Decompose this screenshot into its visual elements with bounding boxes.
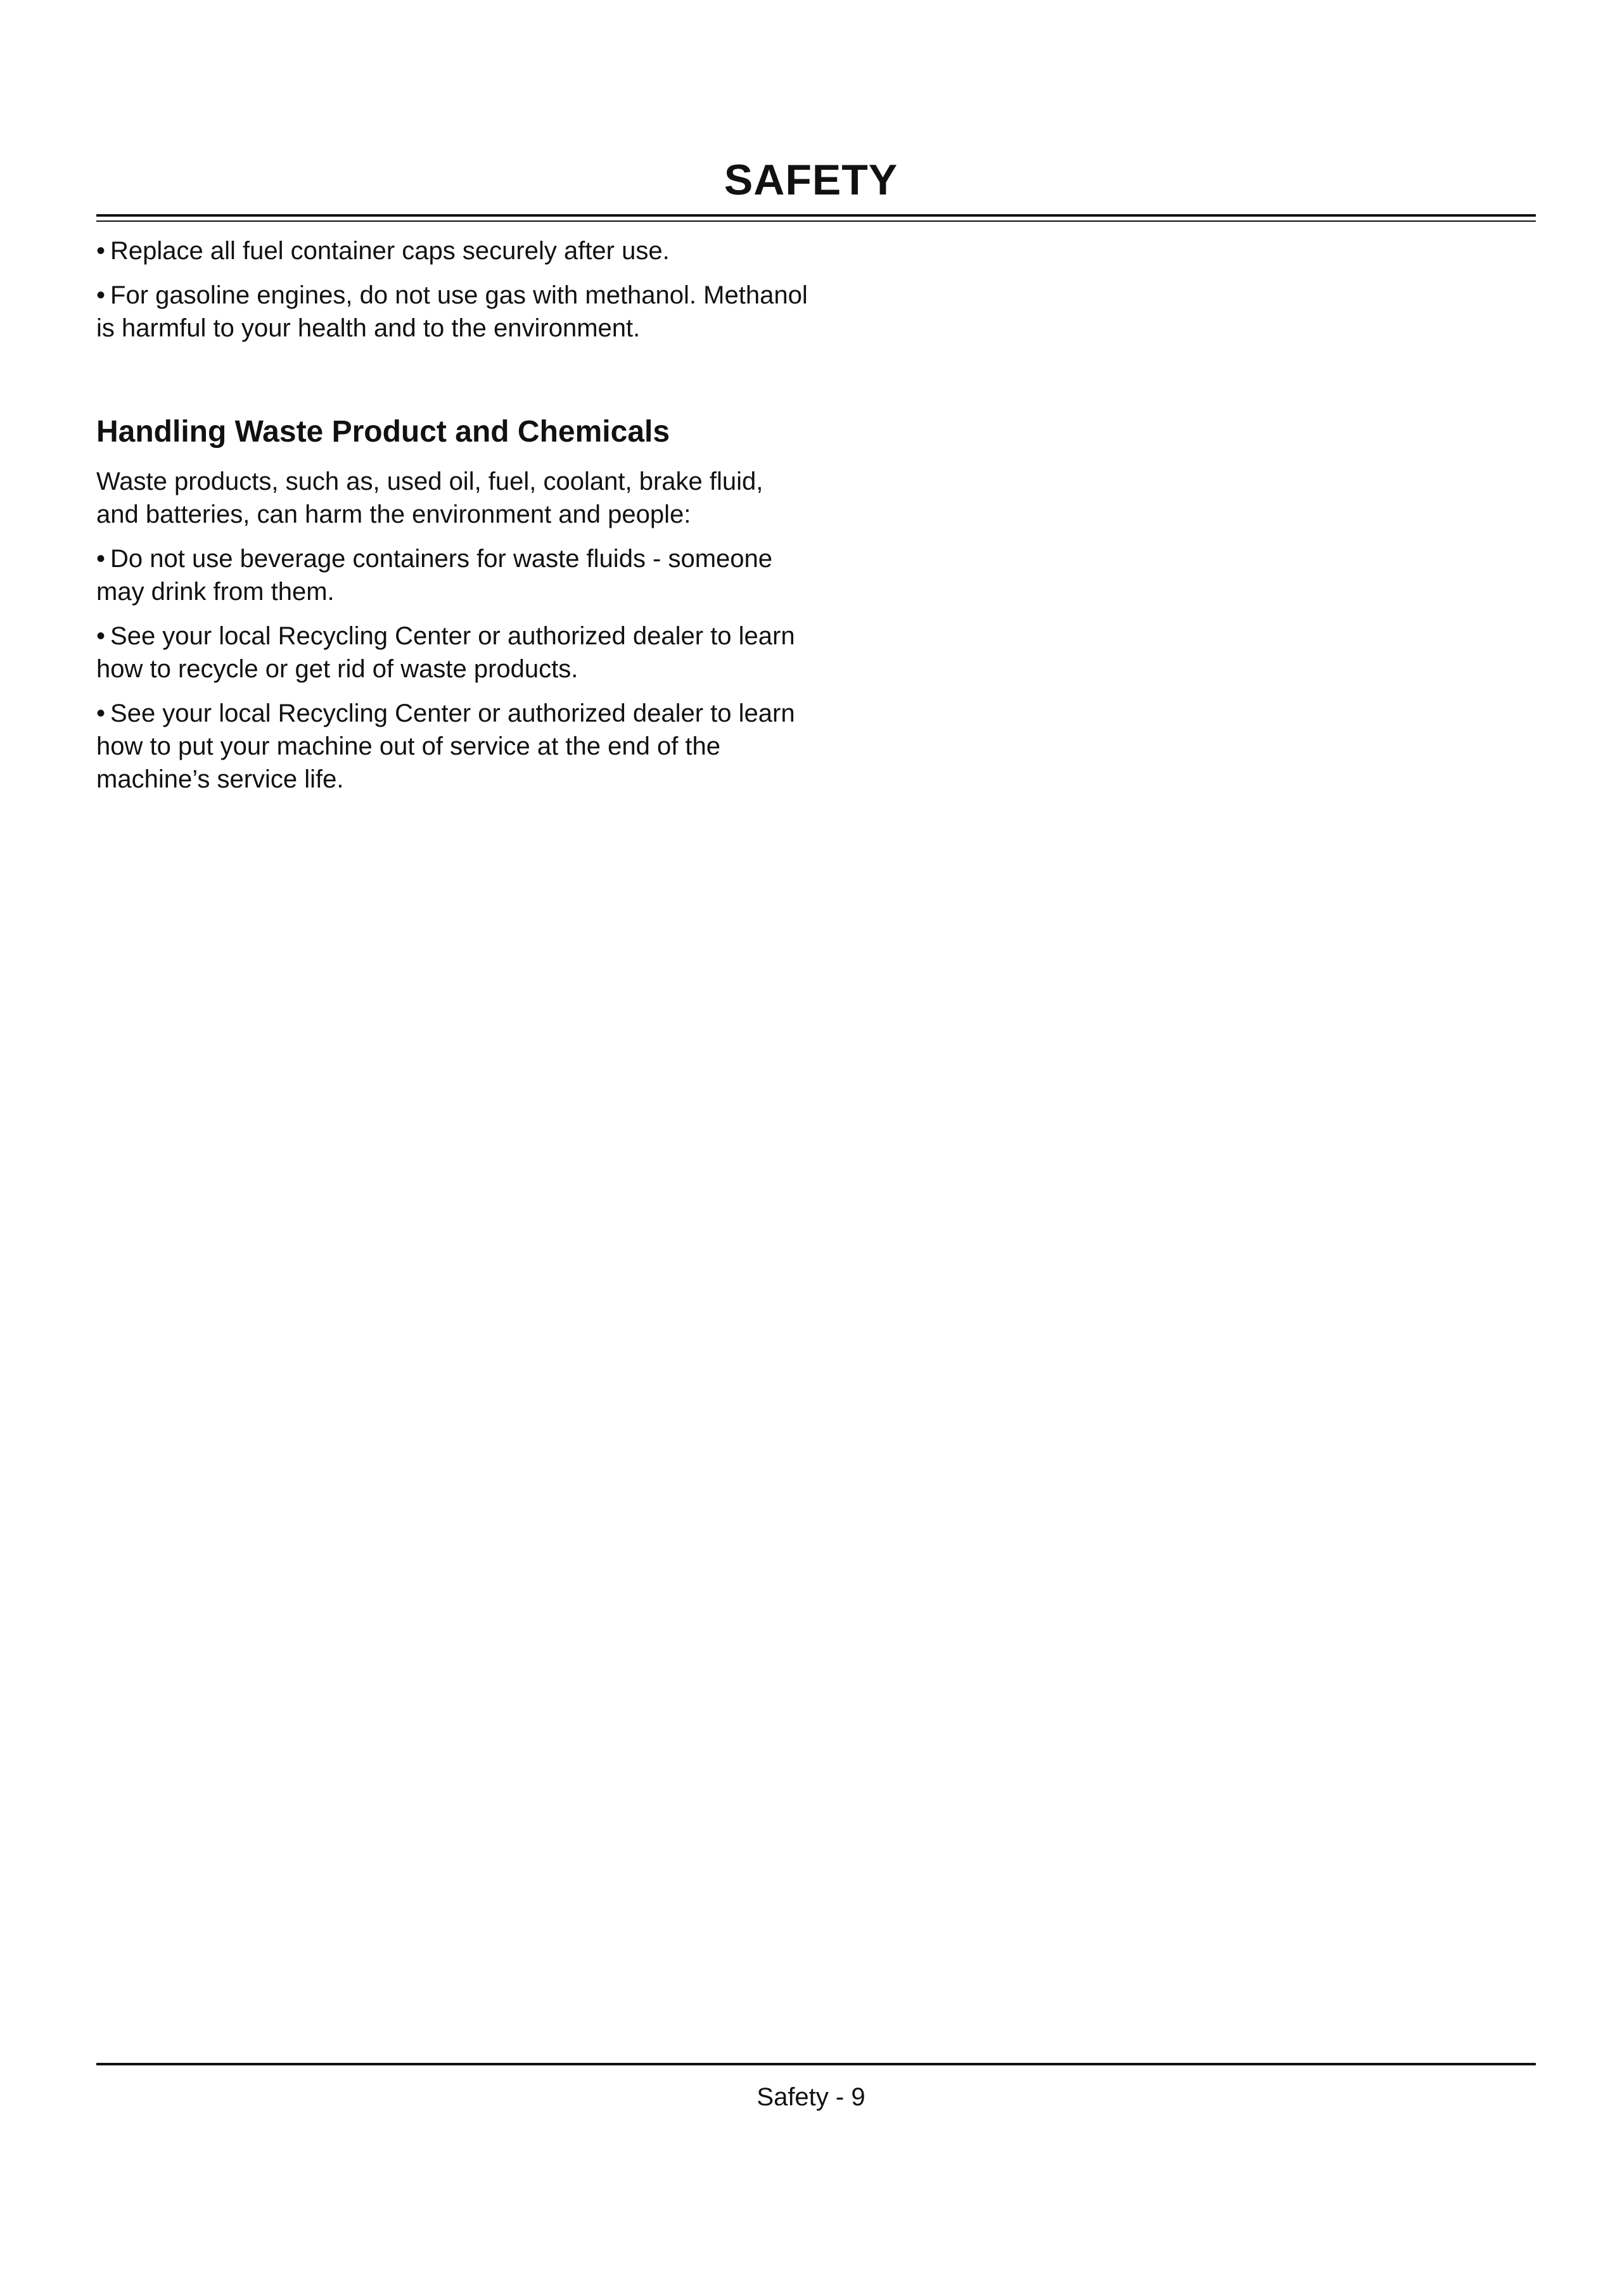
bullet-item [96, 234, 812, 267]
bullet-glyph: • [96, 699, 106, 727]
bullet-text: For gasoline engines, do not use gas with methanol. Methanol is harmful to your health and to the environment. [96, 281, 808, 342]
section-heading: Handling Waste Product and Chemicals [96, 415, 670, 449]
bullet-text: Replace all fuel container caps securely after use. [110, 237, 670, 265]
content-column [96, 234, 812, 807]
header-rule-thick [96, 214, 1536, 217]
bullet-item [96, 620, 812, 686]
header-rule-thin [96, 220, 1536, 222]
bullet-text: See your local Recycling Center or authorized dealer to learn how to put your machine out of service at the end of the machine’s service life. [96, 699, 795, 793]
bullet-glyph: • [96, 622, 106, 650]
page-title: SAFETY [724, 156, 898, 204]
footer-rule [96, 2063, 1536, 2065]
bullet-text: See your local Recycling Center or authorized dealer to learn how to recycle or get rid of waste products. [96, 622, 795, 683]
bullet-glyph: • [96, 545, 106, 573]
bullet-item [96, 697, 812, 796]
bullet-text: Do not use beverage containers for waste fluids - someone may drink from them. [96, 545, 773, 606]
section-spacer [96, 356, 812, 413]
section-intro: Waste products, such as, used oil, fuel, coolant, brake fluid, and batteries, can harm the environment and people: [96, 468, 763, 528]
bullet-glyph: • [96, 281, 106, 309]
bullet-glyph: • [96, 237, 106, 265]
page-number: Safety - 9 [757, 2083, 865, 2111]
bullet-item [96, 279, 812, 345]
bullet-item [96, 542, 812, 608]
